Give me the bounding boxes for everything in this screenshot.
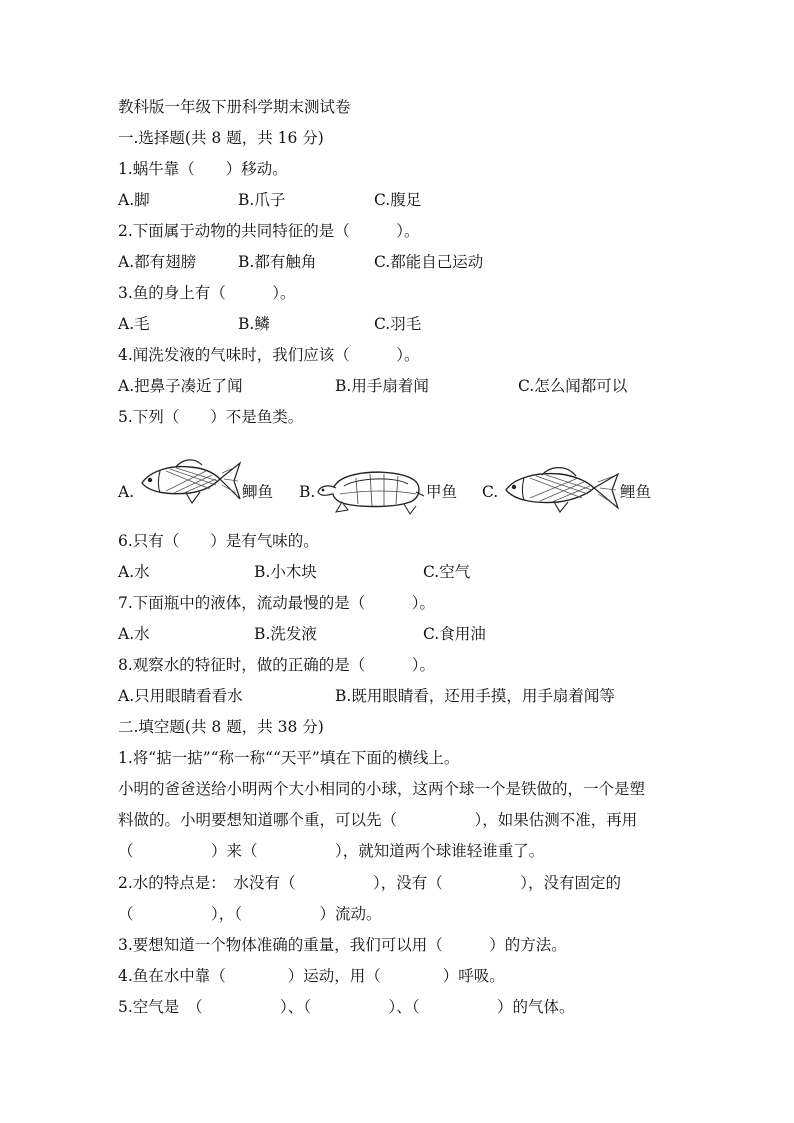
fill-question-1-line-3: （ ）来（ ），就知道两个球谁轻谁重了。	[118, 842, 545, 860]
question-7-option-a: A.水	[118, 625, 150, 643]
question-5-option-c: C.	[482, 483, 499, 501]
question-2-option-a: A.都有翅膀	[118, 253, 197, 271]
question-7-option-b: B.洗发液	[254, 625, 317, 643]
common-carp-image	[502, 462, 620, 514]
question-5-option-c-name: 鲤鱼	[620, 483, 652, 501]
question-1-option-b: B.爪子	[238, 191, 286, 209]
question-3-option-a: A.毛	[118, 315, 150, 333]
fill-question-1-stem: 1.将“掂一掂”“称一称““天平”填在下面的横线上。	[118, 749, 460, 767]
question-6-option-a: A.水	[118, 563, 150, 581]
fill-question-1-line-1: 小明的爸爸送给小明两个大小相同的小球，这两个球一个是铁做的，一个是塑	[118, 780, 646, 798]
fill-question-2-line-1: 2.水的特点是： 水没有（ ），没有（ ），没有固定的	[118, 874, 622, 892]
question-1-stem: 1.蜗牛靠（ ）移动。	[118, 160, 288, 178]
section1-heading: 一.选择题(共 8 题，共 16 分)	[118, 129, 324, 147]
fill-question-5-stem: 5.空气是 （ ）、（ ）、（ ）的气体。	[118, 998, 575, 1016]
question-7-option-c: C.食用油	[423, 625, 486, 643]
paper-title: 教科版一年级下册科学期末测试卷	[118, 98, 351, 116]
question-7-stem: 7.下面瓶中的液体，流动最慢的是（ ）。	[118, 594, 436, 612]
question-3-stem: 3.鱼的身上有（ ）。	[118, 284, 296, 302]
question-6-option-c: C.空气	[423, 563, 471, 581]
question-3-option-b: B.鳞	[238, 315, 270, 333]
question-2-option-c: C.都能自己运动	[374, 253, 484, 271]
question-5-option-b-name: 甲鱼	[426, 483, 458, 501]
question-6-stem: 6.只有（ ）是有气味的。	[118, 532, 319, 550]
question-2-option-b: B.都有触角	[238, 253, 317, 271]
crucian-carp-image	[136, 455, 242, 505]
question-5-stem: 5.下列（ ）不是鱼类。	[118, 408, 304, 426]
question-3-option-c: C.羽毛	[374, 315, 422, 333]
fill-question-2-line-2: （ ），（ ）流动。	[118, 905, 382, 923]
fill-question-1-line-2: 料做的。小明要想知道哪个重，可以先（ ），如果估测不准，再用	[118, 811, 638, 829]
fill-question-4-stem: 4.鱼在水中靠（ ）运动，用（ ）呼吸。	[118, 967, 505, 985]
softshell-turtle-image	[316, 464, 426, 516]
question-5-option-a: A.	[118, 483, 135, 501]
question-1-option-c: C.腹足	[374, 191, 422, 209]
question-2-stem: 2.下面属于动物的共同特征的是（ ）。	[118, 222, 420, 240]
question-4-option-c: C.怎么闻都可以	[518, 377, 628, 395]
question-5-option-a-name: 鲫鱼	[242, 483, 274, 501]
question-4-stem: 4.闻洗发液的气味时，我们应该（ ）。	[118, 346, 420, 364]
question-8-stem: 8.观察水的特征时，做的正确的是（ ）。	[118, 656, 436, 674]
section2-heading: 二.填空题(共 8 题，共 38 分)	[118, 718, 324, 736]
question-1-option-a: A.脚	[118, 191, 150, 209]
question-6-option-b: B.小木块	[254, 563, 317, 581]
fill-question-3-stem: 3.要想知道一个物体准确的重量，我们可以用（ ）的方法。	[118, 936, 567, 954]
question-4-option-a: A.把鼻子凑近了闻	[118, 377, 243, 395]
question-8-option-a: A.只用眼睛看看水	[118, 687, 243, 705]
question-8-option-b: B.既用眼睛看，还用手摸，用手扇着闻等	[335, 687, 615, 705]
question-4-option-b: B.用手扇着闻	[335, 377, 429, 395]
question-5-option-b: B.	[299, 483, 316, 501]
